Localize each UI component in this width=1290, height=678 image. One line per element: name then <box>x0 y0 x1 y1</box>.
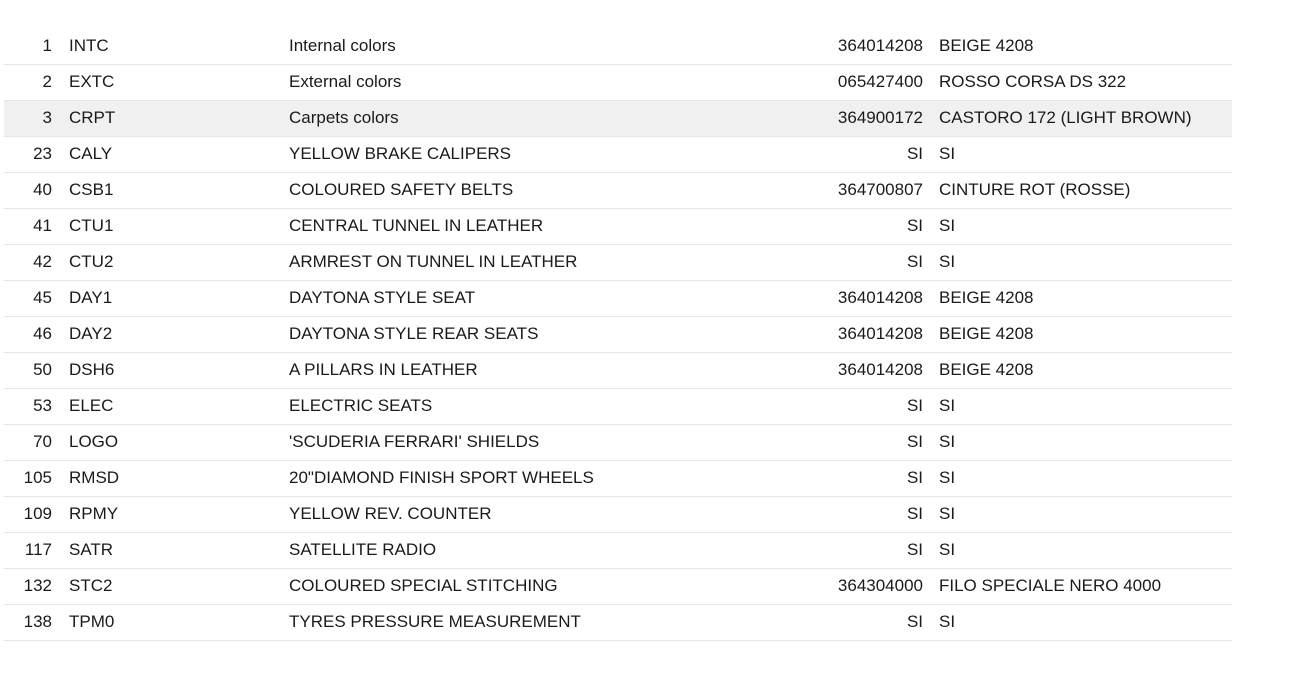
option-description: External colors <box>289 64 799 100</box>
option-description: TYRES PRESSURE MEASUREMENT <box>289 604 799 640</box>
option-value-label: SI <box>923 496 1232 532</box>
table-row[interactable] <box>4 316 1232 352</box>
option-description: A PILLARS IN LEATHER <box>289 352 799 388</box>
row-number: 109 <box>4 496 52 532</box>
row-number: 45 <box>4 280 52 316</box>
option-code: EXTC <box>52 64 289 100</box>
table-row[interactable] <box>4 532 1232 568</box>
table-row[interactable] <box>4 388 1232 424</box>
row-number: 138 <box>4 604 52 640</box>
row-number: 46 <box>4 316 52 352</box>
row-number: 117 <box>4 532 52 568</box>
option-description: 20"DIAMOND FINISH SPORT WHEELS <box>289 460 799 496</box>
option-description: 'SCUDERIA FERRARI' SHIELDS <box>289 424 799 460</box>
row-number: 50 <box>4 352 52 388</box>
option-code: LOGO <box>52 424 289 460</box>
option-value: 364014208 <box>799 28 923 64</box>
option-value: 065427400 <box>799 64 923 100</box>
option-code: CTU1 <box>52 208 289 244</box>
option-value: 364014208 <box>799 352 923 388</box>
option-code: DAY2 <box>52 316 289 352</box>
option-code: ELEC <box>52 388 289 424</box>
option-value: SI <box>799 388 923 424</box>
row-number: 3 <box>4 100 52 136</box>
option-value: 364900172 <box>799 100 923 136</box>
row-number: 105 <box>4 460 52 496</box>
option-description: YELLOW BRAKE CALIPERS <box>289 136 799 172</box>
option-value-label: SI <box>923 244 1232 280</box>
option-description: DAYTONA STYLE REAR SEATS <box>289 316 799 352</box>
table-row[interactable] <box>4 280 1232 316</box>
option-description: CENTRAL TUNNEL IN LEATHER <box>289 208 799 244</box>
row-number: 132 <box>4 568 52 604</box>
option-code: RPMY <box>52 496 289 532</box>
option-code: SATR <box>52 532 289 568</box>
row-number: 42 <box>4 244 52 280</box>
option-description: ARMREST ON TUNNEL IN LEATHER <box>289 244 799 280</box>
option-code: CSB1 <box>52 172 289 208</box>
option-code: TPM0 <box>52 604 289 640</box>
option-description: Internal colors <box>289 28 799 64</box>
option-value-label: SI <box>923 136 1232 172</box>
option-value: 364014208 <box>799 316 923 352</box>
option-code: INTC <box>52 28 289 64</box>
options-table-body <box>4 28 1232 640</box>
option-description: Carpets colors <box>289 100 799 136</box>
option-value: SI <box>799 136 923 172</box>
option-value: SI <box>799 424 923 460</box>
table-row[interactable] <box>4 460 1232 496</box>
row-number: 2 <box>4 64 52 100</box>
option-description: COLOURED SPECIAL STITCHING <box>289 568 799 604</box>
option-value-label: SI <box>923 604 1232 640</box>
table-row[interactable] <box>4 172 1232 208</box>
option-value-label: SI <box>923 532 1232 568</box>
option-code: RMSD <box>52 460 289 496</box>
option-value-label: CINTURE ROT (ROSSE) <box>923 172 1232 208</box>
option-description: DAYTONA STYLE SEAT <box>289 280 799 316</box>
table-row[interactable] <box>4 28 1232 64</box>
option-description: SATELLITE RADIO <box>289 532 799 568</box>
option-value: 364304000 <box>799 568 923 604</box>
option-value: SI <box>799 244 923 280</box>
option-value: SI <box>799 208 923 244</box>
option-value: SI <box>799 532 923 568</box>
option-value: SI <box>799 604 923 640</box>
option-code: CALY <box>52 136 289 172</box>
option-value-label: BEIGE 4208 <box>923 316 1232 352</box>
table-row[interactable] <box>4 352 1232 388</box>
table-row[interactable] <box>4 100 1232 136</box>
row-number: 53 <box>4 388 52 424</box>
row-number: 41 <box>4 208 52 244</box>
option-value: SI <box>799 460 923 496</box>
option-description: YELLOW REV. COUNTER <box>289 496 799 532</box>
table-row[interactable] <box>4 244 1232 280</box>
option-value-label: BEIGE 4208 <box>923 280 1232 316</box>
options-table <box>4 28 1232 641</box>
option-value-label: SI <box>923 460 1232 496</box>
option-value-label: FILO SPECIALE NERO 4000 <box>923 568 1232 604</box>
option-value-label: SI <box>923 424 1232 460</box>
option-value-label: SI <box>923 388 1232 424</box>
row-number: 40 <box>4 172 52 208</box>
table-row[interactable] <box>4 208 1232 244</box>
option-value-label: SI <box>923 208 1232 244</box>
table-row[interactable] <box>4 568 1232 604</box>
table-row[interactable] <box>4 604 1232 640</box>
option-value-label: CASTORO 172 (LIGHT BROWN) <box>923 100 1232 136</box>
table-row[interactable] <box>4 424 1232 460</box>
option-value: 364700807 <box>799 172 923 208</box>
option-code: CTU2 <box>52 244 289 280</box>
option-code: STC2 <box>52 568 289 604</box>
option-description: ELECTRIC SEATS <box>289 388 799 424</box>
option-value-label: ROSSO CORSA DS 322 <box>923 64 1232 100</box>
option-description: COLOURED SAFETY BELTS <box>289 172 799 208</box>
option-value: 364014208 <box>799 280 923 316</box>
row-number: 70 <box>4 424 52 460</box>
table-row[interactable] <box>4 136 1232 172</box>
option-code: CRPT <box>52 100 289 136</box>
option-code: DSH6 <box>52 352 289 388</box>
option-value-label: BEIGE 4208 <box>923 352 1232 388</box>
row-number: 23 <box>4 136 52 172</box>
row-number: 1 <box>4 28 52 64</box>
option-value-label: BEIGE 4208 <box>923 28 1232 64</box>
table-row[interactable] <box>4 496 1232 532</box>
option-value: SI <box>799 496 923 532</box>
table-row[interactable] <box>4 64 1232 100</box>
option-code: DAY1 <box>52 280 289 316</box>
